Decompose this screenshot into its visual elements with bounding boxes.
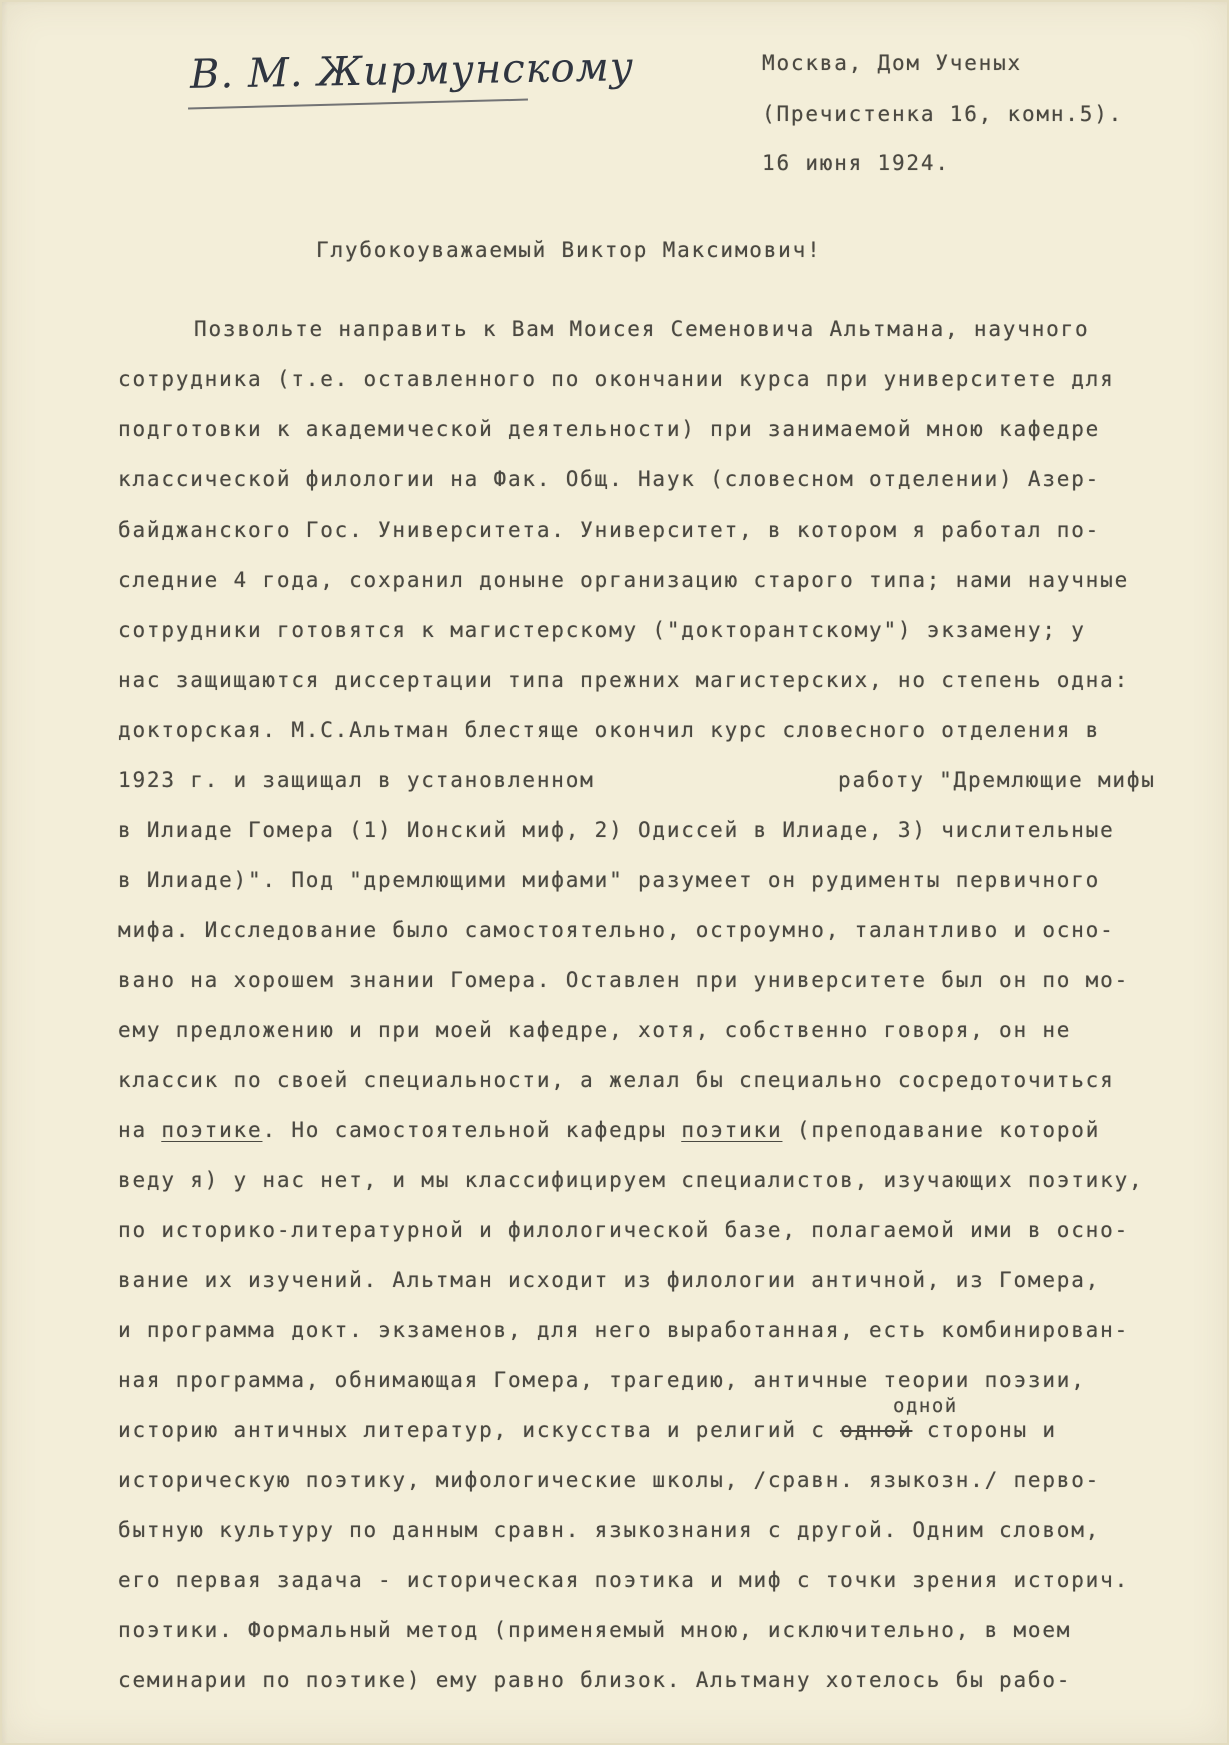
salutation: Глубокоуважаемый Виктор Максимович! bbox=[316, 238, 822, 262]
body-line: поэтики. Формальный метод (применяемый мною, исключительно, в моем bbox=[118, 1618, 1072, 1642]
body-text: (преподавание которой bbox=[796, 1118, 1101, 1142]
body-line: ему предложению и при моей кафедре, хотя, собственно говоря, он не bbox=[118, 1018, 1072, 1042]
body-line: бытную культуру по данным сравн. языкознания с другой. Одним словом, bbox=[118, 1518, 1101, 1542]
body-line: классической филологии на Фак. Общ. Наук (словесном отделении) Азер- bbox=[118, 467, 1101, 491]
letter-date: 16 июня 1924. bbox=[762, 151, 950, 175]
body-line: сотрудника (т.е. оставленного по окончании курса при университете для bbox=[118, 367, 1115, 391]
body-line: ная программа, обнимающая Гомера, трагедию, античные теории поэзии, bbox=[118, 1368, 1086, 1392]
body-line: Позвольте направить к Вам Моисея Семеновича Альтмана, научного bbox=[194, 317, 1090, 341]
body-text: . Но самостоятельной кафедры bbox=[262, 1118, 667, 1142]
address-line-1: Москва, Дом Ученых bbox=[762, 51, 1022, 75]
body-line: семинарии по поэтике) ему равно близок. Альтману хотелось бы рабо- bbox=[118, 1668, 1072, 1692]
body-line: 1923 г. и защищал в установленном bbox=[118, 768, 595, 792]
handwritten-recipient-note: В. М. Жирмунскому bbox=[189, 44, 635, 98]
body-line: мифа. Исследование было самостоятельно, остроумно, талантливо и осно- bbox=[118, 918, 1115, 942]
body-line: работу "Дремлющие мифы bbox=[838, 768, 1156, 792]
body-line: вание их изучений. Альтман исходит из филологии античной, из Гомера, bbox=[118, 1268, 1101, 1292]
body-line bbox=[118, 1117, 1100, 1143]
address-line-2: (Пречистенка 16, комн.5). bbox=[762, 102, 1124, 126]
body-text: на bbox=[118, 1118, 147, 1142]
body-line: классик по своей специальности, а желал бы специально сосредоточиться bbox=[118, 1068, 1115, 1092]
inserted-word: одной bbox=[893, 1395, 958, 1417]
underlined-word: поэтике bbox=[161, 1118, 263, 1142]
body-text: стороны и bbox=[926, 1418, 1057, 1442]
body-line: в Илиаде Гомера (1) Ионский миф, 2) Одиссей в Илиаде, 3) числительные bbox=[118, 818, 1115, 842]
body-line: байджанского Гос. Университета. Университет, в котором я работал по- bbox=[118, 518, 1101, 542]
body-line: докторская. М.С.Альтман блестяще окончил курс словесного отделения в bbox=[118, 718, 1101, 742]
body-line: подготовки к академической деятельности) при занимаемой мною кафедре bbox=[118, 417, 1101, 441]
body-line: вано на хорошем знании Гомера. Оставлен при университете был он по мо- bbox=[118, 968, 1130, 992]
body-line: сотрудники готовятся к магистерскому ("докторантскому") экзамену; у bbox=[118, 618, 1086, 642]
body-line: нас защищаются диссертации типа прежних магистерских, но степень одна: bbox=[118, 668, 1130, 692]
body-line: веду я) у нас нет, и мы классифицируем специалистов, изучающих поэтику, bbox=[118, 1168, 1144, 1192]
body-line: и программа докт. экзаменов, для него выработанная, есть комбинирован- bbox=[118, 1318, 1130, 1342]
handwriting-underline bbox=[188, 99, 528, 110]
body-line: в Илиаде)". Под "дремлющими мифами" разумеет он рудименты первичного bbox=[118, 868, 1101, 892]
body-line: историческую поэтику, мифологические школы, /сравн. языкозн./ перво- bbox=[118, 1468, 1101, 1492]
body-line: по историко-литературной и филологической базе, полагаемой ими в осно- bbox=[118, 1218, 1130, 1242]
body-line bbox=[118, 1417, 1057, 1443]
body-text: историю античных литератур, искусства и религий с bbox=[118, 1418, 826, 1442]
body-line: его первая задача - историческая поэтика и миф с точки зрения историч. bbox=[118, 1568, 1130, 1592]
struck-word: одной bbox=[840, 1418, 913, 1442]
underlined-word: поэтики bbox=[681, 1118, 783, 1142]
body-line: следние 4 года, сохранил доныне организацию старого типа; нами научные bbox=[118, 568, 1130, 592]
